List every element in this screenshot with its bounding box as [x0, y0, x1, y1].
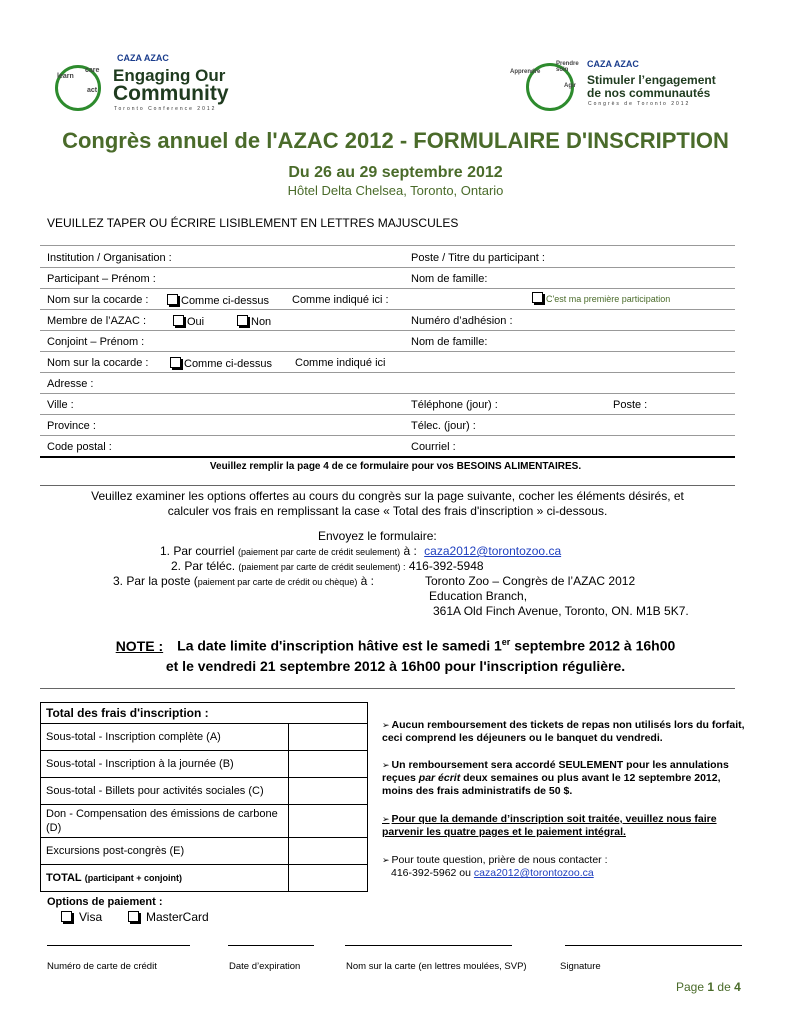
form-row-member — [40, 309, 735, 331]
bullet-text: deux semaines ou plus avant le 12 septembre 2012, moins des frais administratifs de 50 $. — [382, 772, 721, 797]
fees-row-label: Sous-total - Inscription à la journée (B) — [41, 751, 289, 778]
fees-table — [40, 702, 368, 892]
bullet-send-all-pages — [382, 813, 752, 839]
first-participation-option[interactable] — [532, 292, 670, 305]
note-text: La date limite d'inscription hâtive est le samedi 1 — [177, 637, 502, 654]
logo-word: Apprendre — [510, 69, 541, 75]
page-current: 1 — [707, 980, 715, 994]
send-heading: Envoyez le formulaire: — [318, 529, 437, 543]
send-method-fax — [171, 559, 484, 573]
logo-word: learn — [57, 73, 74, 80]
checkbox-icon[interactable] — [128, 911, 139, 922]
city-field[interactable]: Ville : — [47, 399, 74, 411]
option-label: Comme ci-dessus — [184, 358, 273, 370]
option-label: Oui — [187, 316, 205, 328]
bullet-text: Pour que la demande d’inscription soit traitée, veuillez nous faire parvenir les quatre pages et le paiement intégral. — [382, 813, 717, 838]
fax-number: 416-392-5948 — [408, 559, 484, 573]
form-row-city — [40, 393, 735, 415]
name-on-card-line[interactable] — [345, 945, 512, 946]
review-line: calculer vos frais en remplissant la case « Total des frais d'inscription » ci-dessous. — [167, 504, 608, 518]
checkbox-icon[interactable] — [61, 911, 72, 922]
method-label: 2. Par téléc. — [171, 559, 236, 573]
form-row-province — [40, 414, 735, 436]
bullet-no-refund-meals — [382, 719, 752, 745]
card-number-line[interactable] — [47, 945, 190, 946]
membership-number-field[interactable]: Numéro d’adhésion : — [411, 315, 513, 327]
name-on-card-label: Nom sur la carte (en lettres moulées, SVP) — [346, 961, 527, 972]
arrow-icon: ➢ — [382, 720, 390, 730]
page-total: 4 — [734, 980, 741, 994]
fees-amount-input[interactable] — [289, 778, 368, 805]
bullet-refund-policy — [382, 759, 752, 798]
contact-email-link[interactable]: caza2012@torontozoo.ca — [473, 867, 594, 879]
bullet-text-italic: par écrit — [418, 772, 461, 784]
total-note: (participant + conjoint) — [84, 873, 182, 883]
form-row-institution — [40, 246, 735, 268]
checkbox-icon[interactable] — [532, 292, 543, 303]
position-field[interactable]: Poste / Titre du participant : — [411, 252, 545, 264]
form-row-spouse-badge — [40, 351, 735, 373]
form-row-address — [40, 372, 735, 394]
page-number — [676, 980, 741, 994]
fees-row-label: Don - Compensation des émissions de carbone (D) — [41, 805, 289, 838]
phone-field[interactable]: Téléphone (jour) : — [411, 399, 498, 411]
dietary-note: Veuillez remplir la page 4 de ce formulaire pour vos BESOINS ALIMENTAIRES. — [209, 461, 582, 472]
fees-header: Total des frais d'inscription : — [41, 703, 368, 724]
fees-row-label: Excursions post-congrès (E) — [41, 838, 289, 865]
bullet-text: Aucun remboursement des tickets de repas non utilisés lors du forfait, ceci comprend les déjeuners ou le banquet du vendredi. — [382, 719, 745, 744]
province-field[interactable]: Province : — [47, 420, 96, 432]
event-venue: Hôtel Delta Chelsea, Toronto, Ontario — [287, 183, 504, 198]
checkbox-icon[interactable] — [173, 315, 184, 326]
logo-sub: Congrès de Toronto 2012 — [588, 101, 691, 107]
address-field[interactable]: Adresse : — [47, 378, 94, 390]
divider — [40, 485, 735, 486]
payment-visa-option[interactable] — [61, 910, 102, 924]
member-label: Membre de l’AZAC : — [47, 315, 147, 327]
note-sup: er — [501, 637, 511, 647]
method-sep: à : — [403, 544, 417, 558]
fees-amount-input[interactable] — [289, 751, 368, 778]
logo-line1: Engaging Our — [113, 66, 226, 85]
card-number-label: Numéro de carte de crédit — [47, 961, 157, 972]
logo-sub: Toronto Conference 2012 — [114, 106, 217, 112]
option-label: Visa — [79, 910, 103, 924]
option-label: C'est ma première participation — [546, 294, 671, 304]
payment-mastercard-option[interactable] — [128, 910, 209, 924]
fax-field[interactable]: Télec. (jour) : — [411, 420, 476, 432]
logo-word: care — [85, 67, 100, 74]
method-label: 3. Par la poste ( — [113, 574, 198, 588]
badge-as-shown-field[interactable]: Comme indiqué ici : — [292, 294, 389, 306]
spouse-badge-label: Nom sur la cocarde : — [47, 357, 149, 369]
same-as-above-option[interactable] — [167, 294, 269, 307]
signature-line[interactable] — [565, 945, 742, 946]
form-row-spouse — [40, 330, 735, 352]
participant-firstname-field[interactable]: Participant – Prénom : — [47, 273, 156, 285]
option-label: MasterCard — [146, 910, 209, 924]
mail-address-line2: Education Branch, — [429, 589, 528, 603]
logo-line1: Stimuler l’engagement — [587, 73, 716, 87]
mail-address-line3: 361A Old Finch Avenue, Toronto, ON. M1B 5K7. — [433, 604, 689, 618]
form-row-badge — [40, 288, 735, 310]
arrow-icon: ➢ — [382, 814, 390, 824]
extension-field[interactable]: Poste : — [613, 399, 648, 411]
total-label: TOTAL — [46, 872, 82, 884]
review-options-text — [40, 489, 735, 519]
instruction-text: VEUILLEZ TAPER OU ÉCRIRE LISIBLEMENT EN LETTRES MAJUSCULES — [47, 216, 459, 230]
institution-field[interactable]: Institution / Organisation : — [47, 252, 172, 264]
form-row-participant — [40, 267, 735, 289]
logo-line2: de nos communautés — [587, 86, 711, 100]
arrow-icon: ➢ — [382, 855, 390, 865]
bullet-text: Un remboursement sera accordé SEULEMENT pour les annulations reçues — [382, 759, 729, 784]
logo-word: act — [87, 87, 98, 94]
page-title: Congrès annuel de l'AZAC 2012 - FORMULAIRE D'INSCRIPTION — [62, 128, 729, 153]
method-note: paiement par carte de crédit ou chèque) — [197, 577, 358, 587]
member-yes-option[interactable] — [173, 315, 204, 328]
bullet-text: Pour toute question, prière de nous contacter : — [391, 854, 608, 866]
method-label: 1. Par courriel — [160, 544, 235, 558]
event-dates: Du 26 au 29 septembre 2012 — [288, 164, 503, 181]
checkbox-icon[interactable] — [167, 294, 178, 305]
method-sep: à : — [360, 574, 375, 588]
spouse-badge-as-shown-field[interactable]: Comme indiqué ici — [295, 357, 386, 369]
logo-word: Agir — [564, 83, 576, 89]
email-link[interactable]: caza2012@torontozoo.ca — [424, 544, 562, 558]
spouse-same-as-above-option[interactable] — [170, 357, 272, 370]
note-text: septembre 2012 à 16h00 — [510, 637, 676, 654]
fees-row-label: Sous-total - Billets pour activités sociales (C) — [41, 778, 289, 805]
bullet-contact — [382, 854, 752, 880]
method-note: (paiement par carte de crédit seulement) : — [238, 562, 406, 572]
page-label: Page — [676, 980, 705, 994]
fees-row-label: Sous-total - Inscription complète (A) — [41, 724, 289, 751]
logo-word: Prendre soin — [556, 61, 579, 73]
divider — [40, 688, 735, 689]
participant-lastname-field[interactable]: Nom de famille: — [411, 273, 488, 285]
send-method-mail — [113, 574, 374, 588]
expiry-label: Date d’expiration — [229, 961, 301, 972]
logo-org: CAZA AZAC — [117, 53, 169, 63]
note-label: NOTE : — [115, 637, 164, 654]
checkbox-icon[interactable] — [237, 315, 248, 326]
checkbox-icon[interactable] — [170, 357, 181, 368]
logo-org: CAZA AZAC — [587, 59, 639, 69]
logo-english — [47, 47, 247, 115]
review-line: Veuillez examiner les options offertes au cours du congrès sur la page suivante, cocher les éléments désirés, et — [91, 489, 684, 503]
logo-french — [510, 47, 740, 115]
badge-name-label: Nom sur la cocarde : — [47, 294, 149, 306]
method-note: (paiement par carte de crédit seulement) — [238, 547, 401, 557]
mail-address-line1: Toronto Zoo – Congrès de l’AZAC 2012 — [425, 574, 636, 588]
form-row-postal — [40, 435, 735, 458]
send-method-email — [160, 544, 561, 558]
expiry-line[interactable] — [228, 945, 314, 946]
deadline-note — [0, 632, 791, 676]
fees-amount-input[interactable] — [289, 724, 368, 751]
note-line2: et le vendredi 21 septembre 2012 à 16h00 pour l'inscription régulière. — [165, 657, 626, 674]
fees-total-input[interactable] — [289, 865, 368, 892]
option-label: Comme ci-dessus — [181, 295, 270, 307]
fees-total-label — [41, 865, 289, 892]
fees-amount-input[interactable] — [289, 805, 368, 838]
logo-line2: Community — [113, 82, 229, 105]
option-label: Non — [251, 316, 272, 328]
postal-code-field[interactable]: Code postal : — [47, 441, 112, 453]
bullet-text: 416-392-5962 ou — [391, 867, 474, 879]
spouse-lastname-field[interactable]: Nom de famille: — [411, 336, 488, 348]
signature-label: Signature — [560, 961, 601, 972]
member-no-option[interactable] — [237, 315, 271, 328]
page-of: de — [717, 980, 731, 994]
spouse-firstname-field[interactable]: Conjoint – Prénom : — [47, 336, 145, 348]
email-field[interactable]: Courriel : — [411, 441, 456, 453]
fees-amount-input[interactable] — [289, 838, 368, 865]
arrow-icon: ➢ — [382, 760, 390, 770]
payment-heading: Options de paiement : — [47, 896, 163, 908]
